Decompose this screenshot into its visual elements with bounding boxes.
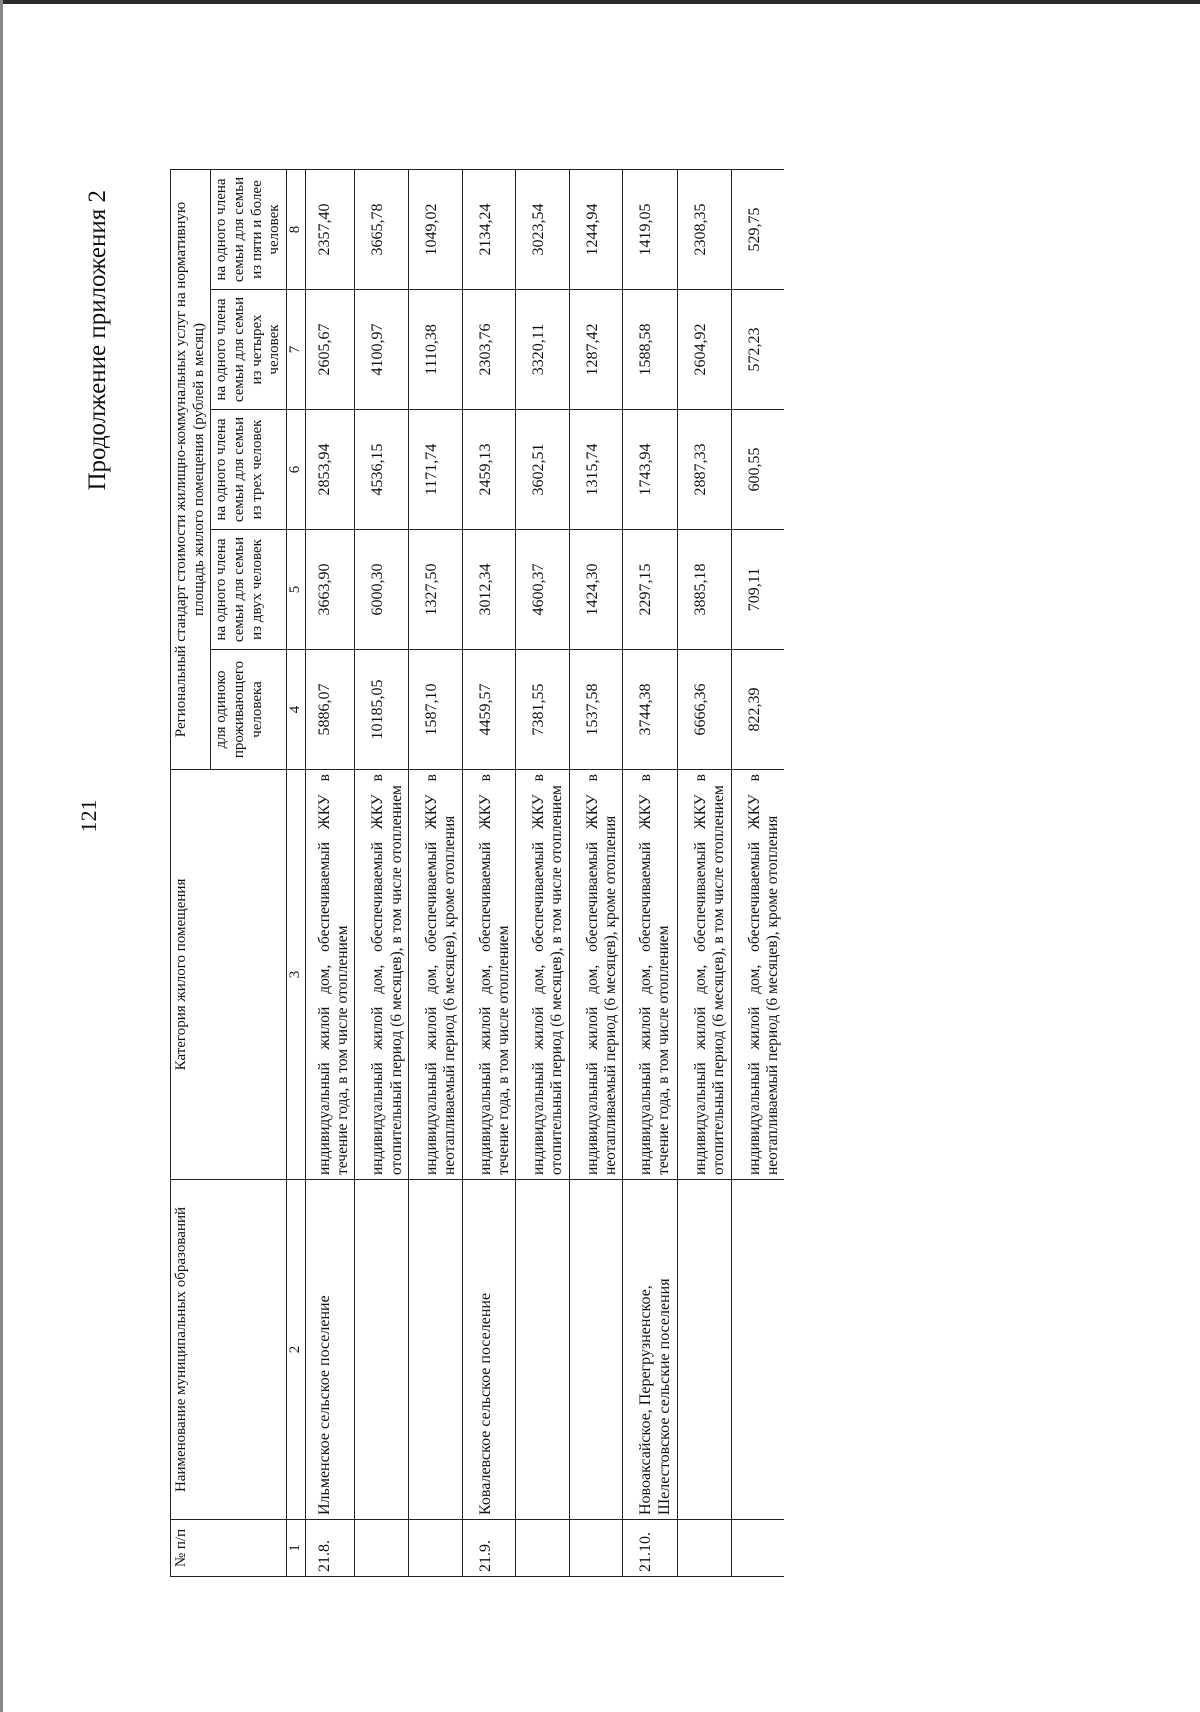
value-cell: 6000,30 (355, 530, 409, 650)
value-cell: 7381,55 (516, 650, 570, 770)
row-number: 21.10. (623, 1520, 678, 1577)
value-cell: 5886,07 (305, 650, 355, 770)
column-index: 2 (287, 1180, 306, 1520)
table-row (305, 169, 355, 1576)
category-cell: индивидуальный жилой дом, обеспечиваемый ЖКУ в неотапливаемый период (6 месяцев), кроме отопления (408, 770, 462, 1180)
value-cell: 2303,76 (462, 290, 516, 410)
value-cell: 1424,30 (569, 530, 623, 650)
category-cell: индивидуальный жилой дом, обеспечиваемый ЖКУ в течение года, в том числе отоплением (623, 770, 678, 1180)
column-index: 8 (287, 169, 306, 289)
category-cell: индивидуальный жилой дом, обеспечиваемый ЖКУ в неотапливаемый период (6 месяцев), кроме отопления (731, 770, 784, 1180)
header-col8: на одного члена семьи для семьи из пяти и более человек (211, 169, 287, 289)
column-index: 5 (287, 530, 306, 650)
category-cell: индивидуальный жилой дом, обеспечиваемый ЖКУ в отопительный период (6 месяцев), в том числе отоплением (677, 770, 731, 1180)
row-number: 21.8. (305, 1520, 355, 1577)
category-cell: индивидуальный жилой дом, обеспечиваемый ЖКУ в неотапливаемый период (6 месяцев), кроме отопления (569, 770, 623, 1180)
column-index: 4 (287, 650, 306, 770)
value-cell: 3602,51 (516, 410, 570, 530)
page-number: 121 (76, 799, 101, 833)
table-row (408, 169, 462, 1576)
column-index: 7 (287, 290, 306, 410)
continuation-title: Продолжение приложения 2 (84, 190, 111, 491)
header-col5: на одного члена семьи для семьи из двух человек (211, 530, 287, 650)
category-cell: индивидуальный жилой дом, обеспечиваемый ЖКУ в течение года, в том числе отоплением (305, 770, 355, 1180)
municipality-name: Ильменское сельское поселение (305, 1180, 355, 1520)
value-cell: 572,23 (731, 290, 784, 410)
municipality-name: Ковалевское сельское поселение (462, 1180, 516, 1520)
value-cell: 1171,74 (408, 410, 462, 530)
value-cell: 2134,24 (462, 169, 516, 289)
row-number: 21.9. (462, 1520, 516, 1577)
value-cell: 1315,74 (569, 410, 623, 530)
value-cell: 3665,78 (355, 169, 409, 289)
table-row (569, 169, 623, 1576)
value-cell: 2605,67 (305, 290, 355, 410)
value-cell: 1587,10 (408, 650, 462, 770)
table-row (462, 169, 516, 1576)
value-cell: 2853,94 (305, 410, 355, 530)
municipality-name: Новоаксайское, Перегрузненское, Шелестовское сельские поселения (623, 1180, 678, 1520)
value-cell: 822,39 (731, 650, 784, 770)
column-index: 6 (287, 410, 306, 530)
header-col7: на одного члена семьи для семьи из четырех человек (211, 290, 287, 410)
value-cell: 2887,33 (677, 410, 731, 530)
value-cell: 3023,54 (516, 169, 570, 289)
table-row (677, 169, 731, 1576)
value-cell: 1244,94 (569, 169, 623, 289)
category-cell: индивидуальный жилой дом, обеспечиваемый ЖКУ в отопительный период (6 месяцев), в том числе отоплением (355, 770, 409, 1180)
category-cell: индивидуальный жилой дом, обеспечиваемый ЖКУ в течение года, в том числе отоплением (462, 770, 516, 1180)
value-cell: 2297,15 (623, 530, 678, 650)
value-cell: 2357,40 (305, 169, 355, 289)
value-cell: 4536,15 (355, 410, 409, 530)
value-cell: 3885,18 (677, 530, 731, 650)
table-row (623, 169, 678, 1576)
value-cell: 4459,57 (462, 650, 516, 770)
value-cell: 1110,38 (408, 290, 462, 410)
header-category: Категория жилого помещения (171, 770, 287, 1180)
value-cell: 1419,05 (623, 169, 678, 289)
value-cell: 2604,92 (677, 290, 731, 410)
header-col4: для одиноко проживающего человека (211, 650, 287, 770)
value-cell: 2308,35 (677, 169, 731, 289)
value-cell: 6666,36 (677, 650, 731, 770)
value-cell: 3012,34 (462, 530, 516, 650)
column-index: 3 (287, 770, 306, 1180)
value-cell: 1743,94 (623, 410, 678, 530)
column-index: 1 (287, 1520, 306, 1577)
value-cell: 1588,58 (623, 290, 678, 410)
value-cell: 1327,50 (408, 530, 462, 650)
category-cell: индивидуальный жилой дом, обеспечиваемый ЖКУ в отопительный период (6 месяцев), в том числе отоплением (516, 770, 570, 1180)
table-row (731, 169, 784, 1576)
header-col6: на одного члена семьи для семьи из трех человек (211, 410, 287, 530)
value-cell: 4100,97 (355, 290, 409, 410)
header-standard-group: Региональный стандарт стоимости жилищно-коммунальных услуг на нормативную площадь жилого помещения (рублей в месяц) (171, 169, 211, 769)
value-cell: 1287,42 (569, 290, 623, 410)
value-cell: 709,11 (731, 530, 784, 650)
value-cell: 529,75 (731, 169, 784, 289)
header-municipality: Наименование муниципальных образований (171, 1180, 287, 1520)
header-num: № п/п (171, 1520, 287, 1577)
value-cell: 3320,11 (516, 290, 570, 410)
value-cell: 2459,13 (462, 410, 516, 530)
value-cell: 600,55 (731, 410, 784, 530)
value-cell: 1049,02 (408, 169, 462, 289)
value-cell: 10185,05 (355, 650, 409, 770)
value-cell: 4600,37 (516, 530, 570, 650)
table-row (355, 169, 409, 1576)
value-cell: 3744,38 (623, 650, 678, 770)
table-row (516, 169, 570, 1576)
housing-cost-table (170, 169, 784, 1577)
value-cell: 1537,58 (569, 650, 623, 770)
value-cell: 3663,90 (305, 530, 355, 650)
